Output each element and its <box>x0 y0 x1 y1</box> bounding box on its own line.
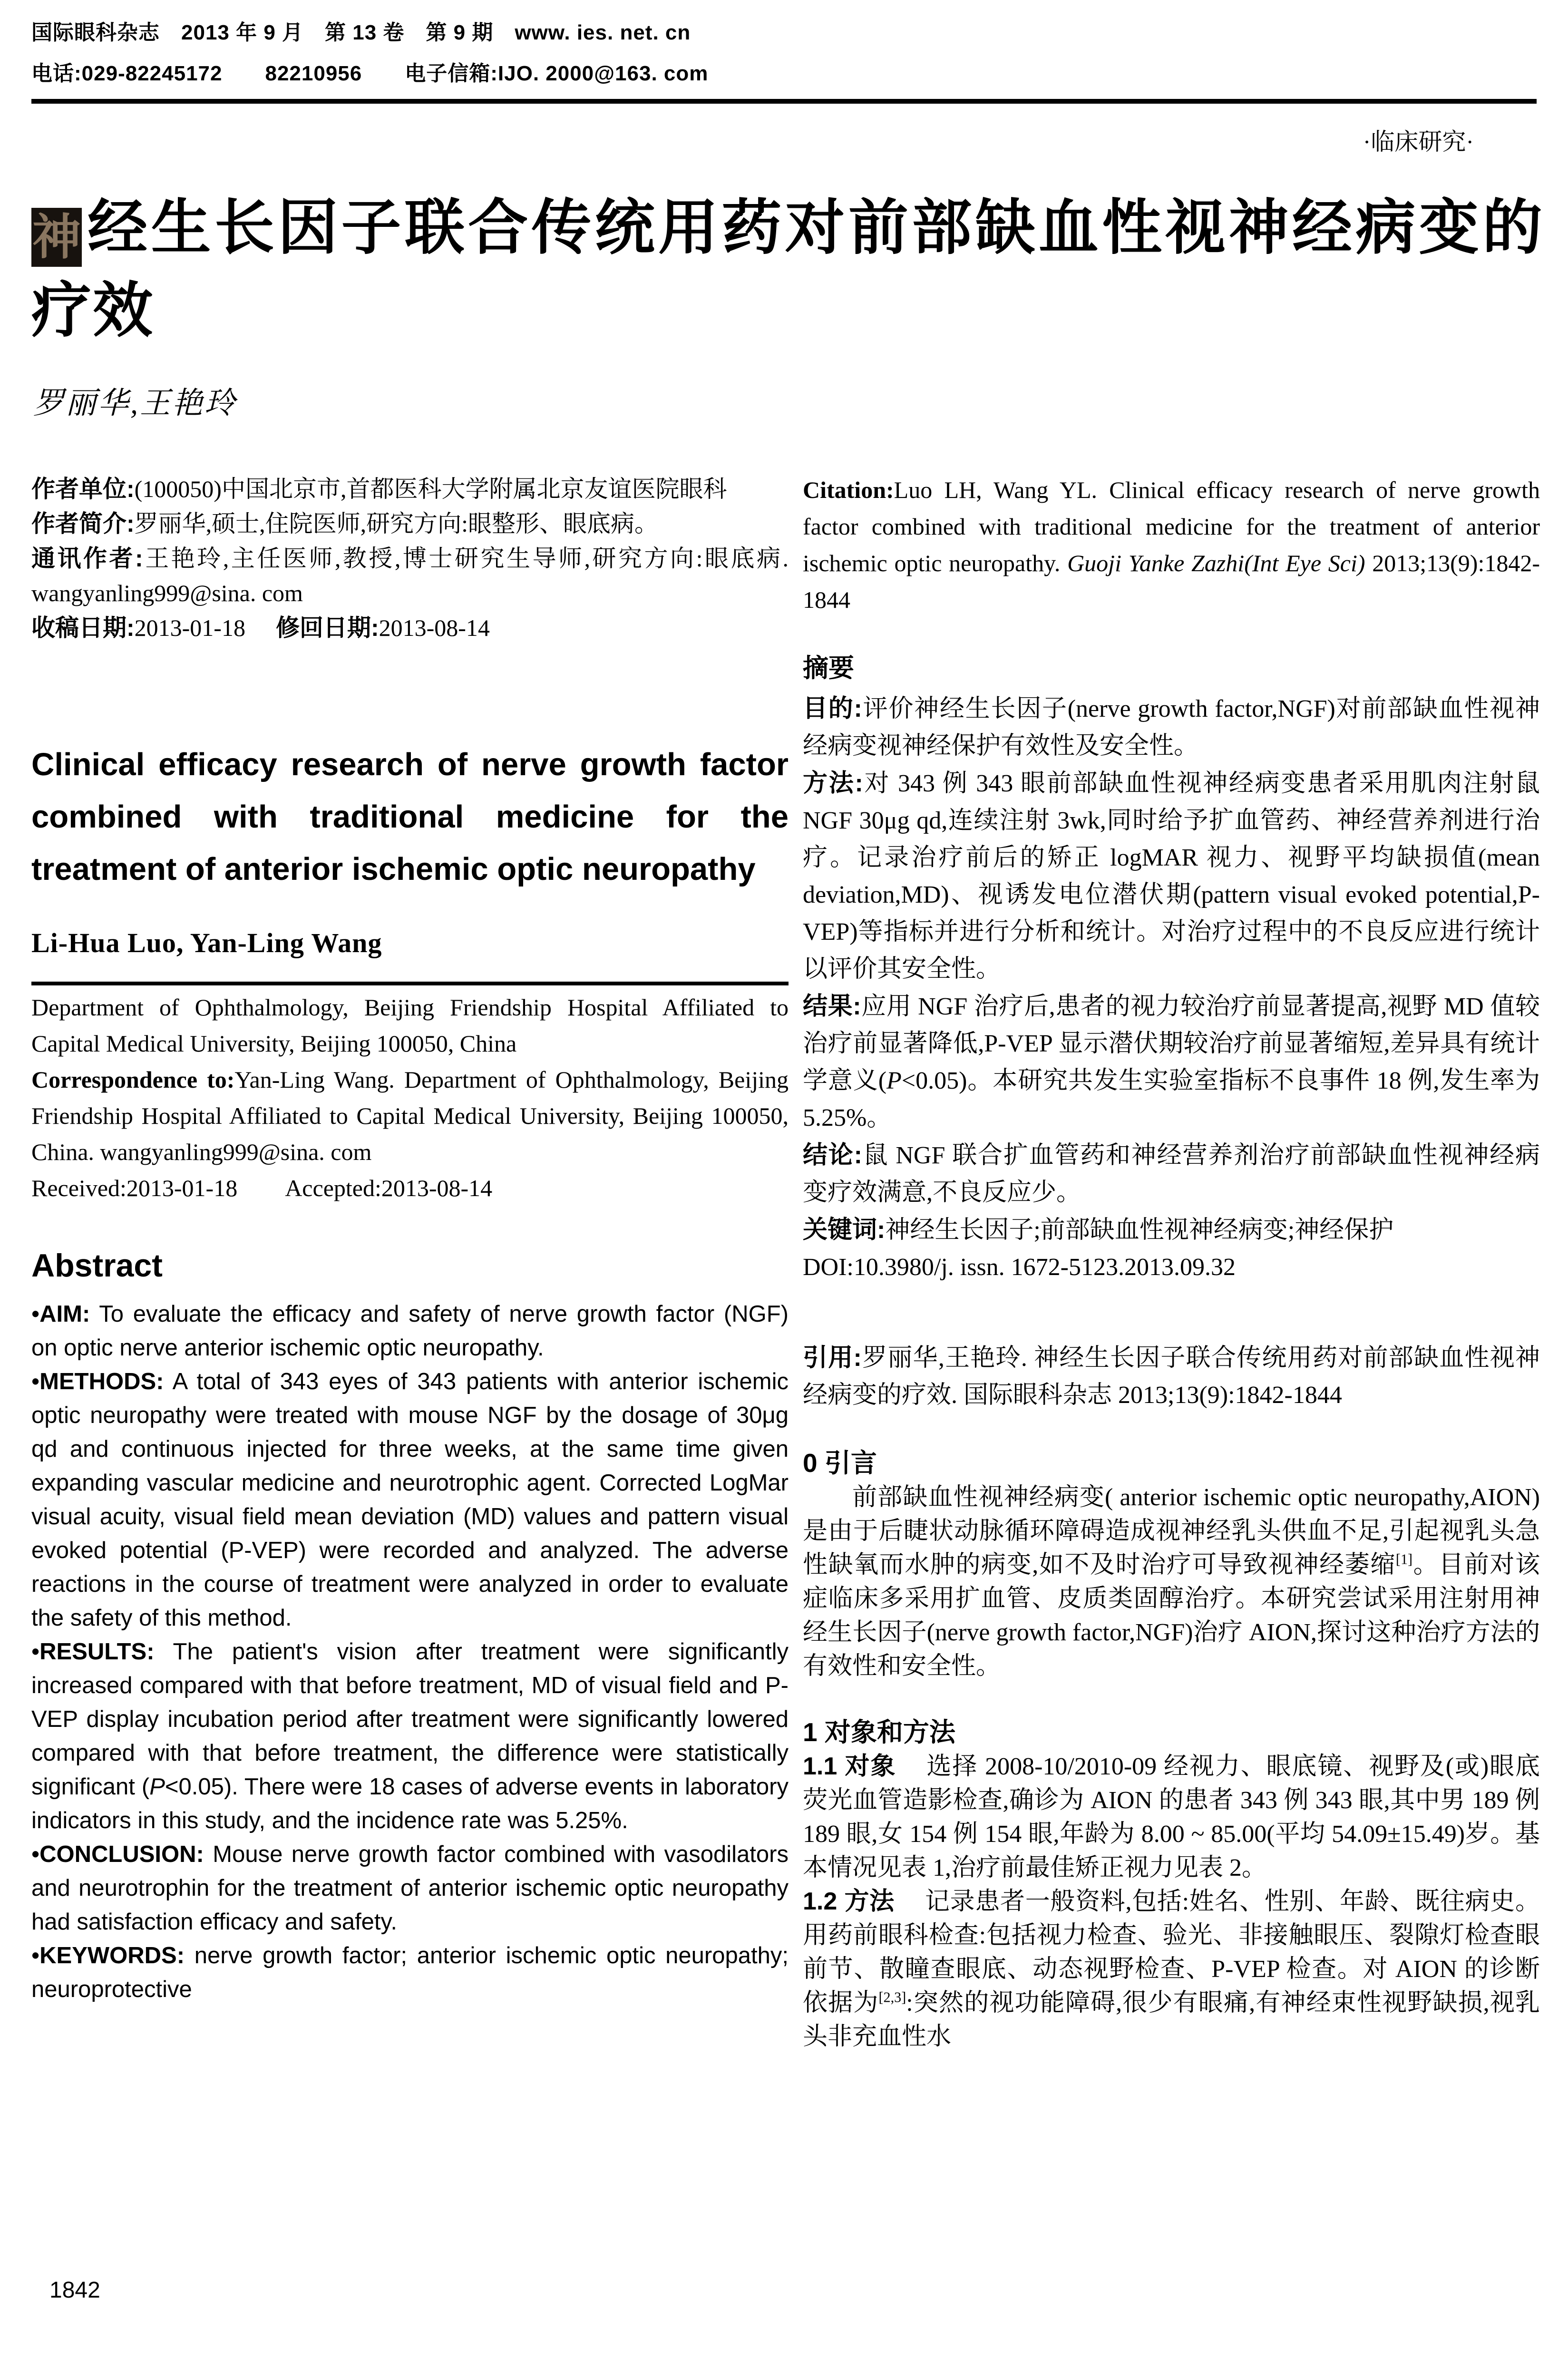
header-divider-rule <box>31 99 1537 104</box>
method-paragraph <box>803 1885 1540 2054</box>
citation-tail: 2013;13(9):1842-1844 <box>803 550 1540 613</box>
results-cn-p-symbol: P <box>886 1067 902 1094</box>
keywords-cn-paragraph <box>803 1211 1540 1249</box>
author-info-block <box>31 472 789 645</box>
results-label: RESULTS: <box>39 1639 155 1665</box>
bullet-icon: • <box>31 1301 40 1327</box>
cite-cn-label: 引用: <box>803 1344 862 1372</box>
results-cn-paragraph <box>803 988 1540 1137</box>
conclusion-cn-paragraph <box>803 1137 1540 1211</box>
received-cn-label: 收稿日期: <box>31 614 135 641</box>
journal-header-line2: 电话:029-82245172 82210956 电子信箱:IJO. 2000@163. com <box>31 62 709 85</box>
section-label: ·临床研究· <box>1363 128 1474 155</box>
keywords-cn-text: 神经生长因子;前部缺血性视神经病变;神经保护 <box>885 1217 1394 1244</box>
aim-cn-paragraph <box>803 690 1540 765</box>
conclusion-cn-label: 结论: <box>803 1141 862 1169</box>
results-text-1: The patient's vision after treatment were significantly increased compared with that before treatment, MD of visual field and P-VEP display incubation period after treatment were significantly lowered compared with that before treatment, the difference were statistically significant ( <box>31 1639 789 1800</box>
abstract-results-paragraph <box>31 1635 789 1838</box>
conclusion-cn-text: 鼠 NGF 联合扩血管药和神经营养剂治疗前部缺血性视神经病变疗效满意,不良反应少。 <box>803 1142 1540 1206</box>
left-column <box>31 472 789 2007</box>
results-cn-text-2: <0.05)。本研究共发生实验室指标不良事件 18 例,发生率为 5.25%。 <box>803 1067 1540 1131</box>
results-cn-label: 结果: <box>803 993 861 1020</box>
author-unit-paragraph <box>31 472 789 507</box>
cite-cn-block <box>803 1339 1540 1414</box>
article-title-cn <box>31 186 1544 352</box>
received-cn-date: 2013-01-18 <box>134 614 245 641</box>
citation-text: Luo LH, Wang YL. Clinical efficacy research of nerve growth factor combined with traditional medicine for the treatment of anterior ischemic optic neuropathy. <box>803 477 1540 576</box>
aim-text: To evaluate the efficacy and safety of nerve growth factor (NGF) on optic nerve anterior ischemic optic neuropathy. <box>31 1301 789 1361</box>
keywords-text: nerve growth factor; anterior ischemic optic neuropathy; neuroprotective <box>31 1943 789 2002</box>
abstract-keywords-paragraph <box>31 1939 789 2007</box>
title-dropcap: 神 <box>31 208 82 267</box>
dates-cn-paragraph <box>31 611 789 645</box>
abstract-heading: Abstract <box>31 1247 163 1284</box>
intro-heading: 0 引言 <box>803 1448 877 1478</box>
doi-line: DOI:10.3980/j. issn. 1672-5123.2013.09.32 <box>803 1254 1236 1281</box>
author-bio-label: 作者简介: <box>31 510 135 537</box>
intro-reference-1: [1] <box>1395 1551 1413 1568</box>
cite-cn-text: 罗丽华,王艳玲. 神经生长因子联合传统用药对前部缺血性视神经病变的疗效. 国际眼科杂志 2013;13(9):1842-1844 <box>803 1344 1540 1409</box>
corresponding-author-cn-paragraph <box>31 541 789 611</box>
authors-cn: 罗丽华,王艳玲 <box>33 386 237 420</box>
methods-label: METHODS: <box>39 1369 164 1394</box>
citation-paragraph <box>803 472 1540 618</box>
results-text-2: <0.05). There were 18 cases of adverse events in laboratory indicators in this study, and the incidence rate was 5.25%. <box>31 1774 789 1833</box>
abstract-methods-paragraph <box>31 1365 789 1635</box>
correspondence-paragraph <box>31 1062 789 1170</box>
abstract-en-block <box>31 1297 789 2007</box>
page-number: 1842 <box>49 2278 100 2303</box>
revised-cn-date: 2013-08-14 <box>379 614 490 641</box>
bullet-icon: • <box>31 1639 40 1665</box>
corresponding-author-cn-label: 通讯作者: <box>31 545 143 572</box>
abstract-cn-heading: 摘要 <box>803 654 854 682</box>
intro-paragraph <box>803 1481 1540 1683</box>
citation-block <box>803 472 1540 618</box>
subjects-label: 1.1 对象 <box>803 1753 896 1780</box>
article-title-en: Clinical efficacy research of nerve growth factor combined with traditional medicine for the treatment of anterior ischemic optic neuropathy <box>31 747 789 887</box>
title-text: 经生长因子联合传统用药对前部缺血性视神经病变的疗效 <box>31 194 1544 344</box>
footnote-rule <box>31 982 789 985</box>
aim-cn-label: 目的: <box>803 695 862 722</box>
corresponding-author-cn-text: 王艳玲,主任医师,教授,博士研究生导师,研究方向:眼底病. wangyanling999@sina. com <box>31 545 789 606</box>
right-column <box>803 472 1540 2054</box>
aim-label: AIM: <box>39 1301 90 1327</box>
author-unit-text: (100050)中国北京市,首都医科大学附属北京友谊医院眼科 <box>134 476 727 502</box>
cite-cn-paragraph <box>803 1339 1540 1414</box>
abstract-aim-paragraph <box>31 1297 789 1365</box>
correspondence-text: Yan-Ling Wang. Department of Ophthalmology, Beijing Friendship Hospital Affiliated to Capital Medical University, Beijing 100050, China. wangyanling999@sina. com <box>31 1066 789 1165</box>
author-unit-label: 作者单位: <box>31 476 135 502</box>
author-bio-text: 罗丽华,硕士,住院医师,研究方向:眼整形、眼底病。 <box>134 510 659 537</box>
subjects-text: 选择 2008-10/2010-09 经视力、眼底镜、视野及(或)眼底荧光血管造影检查,确诊为 AION 的患者 343 例 343 眼,其中男 189 例 189 眼,女 154 例 154 眼,年龄为 8.00 ~ 85.00(平均 54.09±15.49)岁。基本情况见表 1,治疗前最佳矫正视力见表 2。 <box>803 1753 1540 1881</box>
conclusion-text: Mouse nerve growth factor combined with vasodilators and neurotrophin for the treatment of anterior ischemic optic neuropathy had satisfaction efficacy and safety. <box>31 1841 789 1935</box>
methods-cn-text: 对 343 例 343 眼前部缺血性视神经病变患者采用肌肉注射鼠 NGF 30μg qd,连续注射 3wk,同时给予扩血管药、神经营养剂进行治疗。记录治疗前后的矫正 logMAR 视力、视野平均缺损值(mean deviation,MD)、视诱发电位潜伏期(pattern visual evoked potential,P-VEP)等指标并进行分析和统计。对治疗过程中的不良反应进行统计以评价其安全性。 <box>803 770 1540 983</box>
bullet-icon: • <box>31 1369 40 1394</box>
keywords-label: KEYWORDS: <box>39 1943 185 1968</box>
revised-cn-label: 修回日期: <box>275 614 379 641</box>
results-p-symbol: P <box>149 1774 165 1800</box>
methods-section-heading: 1 对象和方法 <box>803 1717 955 1747</box>
methods-text: A total of 343 eyes of 343 patients with anterior ischemic optic neuropathy were treated with mouse NGF by the dosage of 30μg qd and continuous injected for three weeks, at the same time given expanding vascular medicine and neurotrophic agent. Corrected LogMar visual acuity, visual field mean deviation (MD) values and pattern visual evoked potential (P-VEP) were recorded and analyzed. The adverse reactions in the course of treatment were analyzed in order to evaluate the safety of this method. <box>31 1369 789 1631</box>
received-accepted-line: Received:2013-01-18 Accepted:2013-08-14 <box>31 1175 493 1201</box>
intro-text-1: 前部缺血性视神经病变( anterior ischemic optic neuropathy,AION)是由于后睫状动脉循环障碍造成视神经乳头供血不足,引起视乳头急性缺氧而水肿的病变,如不及时治疗可导致视神经萎缩 <box>803 1484 1540 1578</box>
abstract-cn-block <box>803 690 1540 1286</box>
abstract-conclusion-paragraph <box>31 1838 789 1939</box>
affiliation-block <box>31 989 789 1206</box>
affiliation-text <box>31 989 789 1062</box>
keywords-cn-label: 关键词: <box>803 1216 886 1244</box>
methods-cn-paragraph <box>803 765 1540 988</box>
citation-journal: Guoji Yanke Zazhi(Int Eye Sci) <box>1067 550 1365 576</box>
bullet-icon: • <box>31 1841 40 1867</box>
intro-text-2: 。目前对该症临床多采用扩血管、皮质类固醇治疗。本研究尝试采用注射用神经生长因子(nerve growth factor,NGF)治疗 AION,探讨这种治疗方法的有效性和安全性。 <box>803 1551 1540 1680</box>
affiliation-line: Department of Ophthalmology, Beijing Friendship Hospital Affiliated to Capital Medical University, Beijing 100050, China <box>31 994 789 1057</box>
citation-label: Citation: <box>803 477 894 503</box>
conclusion-label: CONCLUSION: <box>39 1841 204 1867</box>
results-cn-text-1: 应用 NGF 治疗后,患者的视力较治疗前显著提高,视野 MD 值较治疗前显著降低,P-VEP 显示潜伏期较治疗前显著缩短,差异具有统计学意义( <box>803 993 1540 1094</box>
journal-header <box>31 12 1537 94</box>
correspondence-label: Correspondence to: <box>31 1066 235 1093</box>
method-text-1: 记录患者一般资料,包括:姓名、性别、年龄、既往病史。用药前眼科检查:包括视力检查、验光、非接触眼压、裂隙灯检查眼前节、散瞳查眼底、动态视野检查、P-VEP 检查。对 AION 的诊断依据为 <box>803 1888 1540 2017</box>
aim-cn-text: 评价神经生长因子(nerve growth factor,NGF)对前部缺血性视神经病变视神经保护有效性及安全性。 <box>803 695 1540 760</box>
journal-header-line1: 国际眼科杂志 2013 年 9 月 第 13 卷 第 9 期 www. ies. net. cn <box>31 21 691 44</box>
author-bio-paragraph <box>31 507 789 541</box>
method-reference: [2,3] <box>878 1989 906 2006</box>
method-label: 1.2 方法 <box>803 1888 895 1915</box>
bullet-icon: • <box>31 1943 40 1968</box>
authors-en: Li-Hua Luo, Yan-Ling Wang <box>31 927 382 958</box>
method-text-2: :突然的视功能障碍,很少有眼痛,有神经束性视野缺损,视乳头非充血性水 <box>803 1989 1540 2050</box>
subjects-paragraph <box>803 1750 1540 1885</box>
methods-cn-label: 方法: <box>803 770 863 797</box>
